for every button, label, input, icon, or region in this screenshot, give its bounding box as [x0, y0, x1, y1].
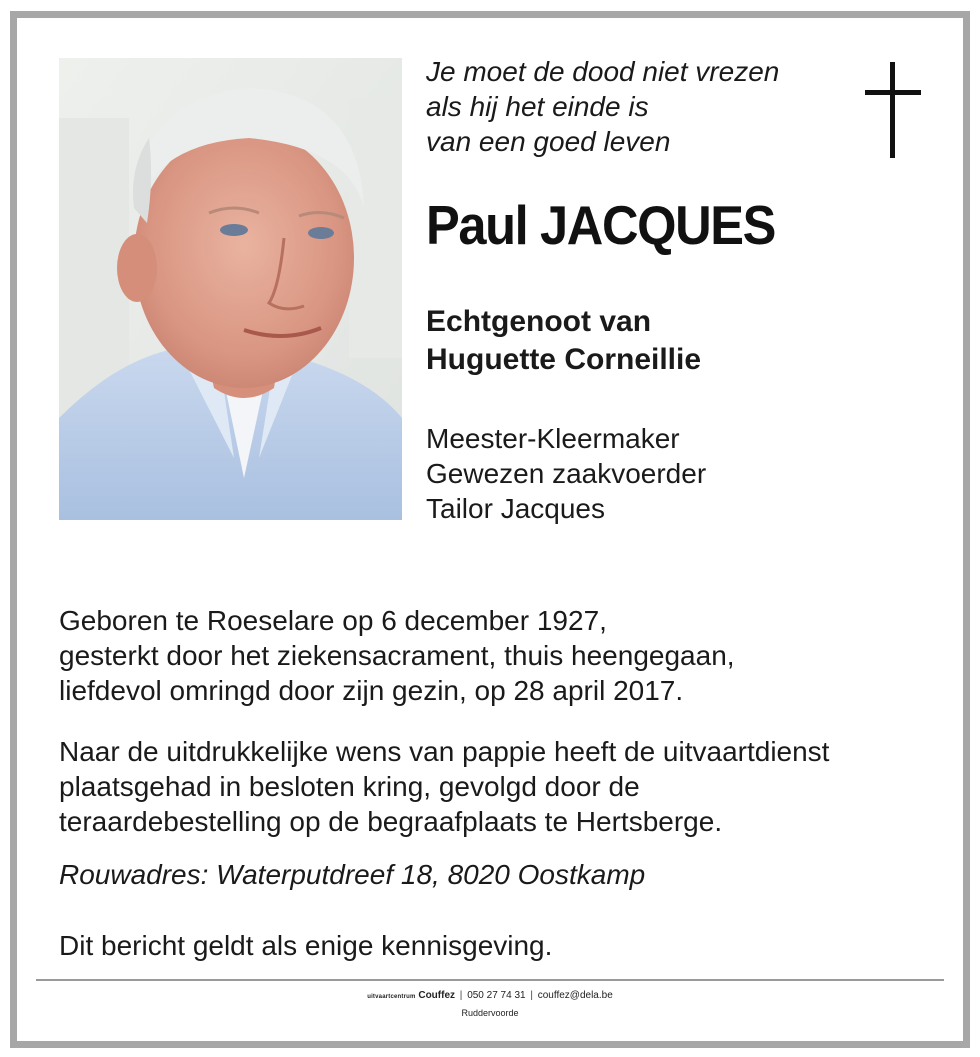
mourning-address: Rouwadres: Waterputdreef 18, 8020 Oostkamp — [59, 859, 646, 890]
footer-separator: | — [530, 990, 533, 1001]
paragraph-line: Geboren te Roeselare op 6 december 1927, — [59, 605, 607, 636]
footer-brand: Couffez — [418, 990, 456, 1001]
footer-divider — [36, 979, 944, 981]
notice-text: Dit bericht geldt als enige kennisgeving. — [59, 930, 553, 961]
paragraph-line: Naar de uitdrukkelijke wens van pappie heeft de uitvaartdienst — [59, 736, 830, 767]
cross-icon — [865, 62, 921, 158]
spouse-line: Huguette Corneillie — [426, 343, 702, 376]
quote-line: Je moet de dood niet vrezen — [426, 56, 780, 87]
spouse-info — [426, 303, 701, 379]
footer-phone[interactable]: 050 27 74 31 — [467, 990, 526, 1001]
portrait-photo — [59, 58, 402, 520]
quote-line: van een goed leven — [426, 126, 671, 157]
deceased-name: Paul JACQUES — [426, 194, 775, 256]
paragraph-line: gesterkt door het ziekensacrament, thuis heengegaan, — [59, 640, 735, 671]
profession-line: Tailor Jacques — [426, 493, 605, 524]
funeral-paragraph — [59, 734, 829, 839]
footer-town: Ruddervoorde — [461, 1008, 519, 1018]
memorial-quote — [426, 54, 846, 159]
profession-line: Gewezen zaakvoerder — [426, 458, 707, 489]
footer-separator: | — [459, 990, 463, 1001]
spouse-line: Echtgenoot van — [426, 305, 652, 338]
quote-line: als hij het einde is — [426, 91, 649, 122]
paragraph-line: liefdevol omringd door zijn gezin, op 28 april 2017. — [59, 675, 684, 706]
footer-prefix: uitvaartcentrum — [367, 994, 416, 1000]
profession-info — [426, 421, 706, 526]
paragraph-line: teraardebestelling op de begraafplaats te Hertsberge. — [59, 806, 723, 837]
profession-line: Meester-Kleermaker — [426, 423, 680, 454]
birth-death-paragraph — [59, 603, 735, 708]
funeral-home-footer — [0, 988, 980, 1021]
paragraph-line: plaatsgehad in besloten kring, gevolgd door de — [59, 771, 640, 802]
footer-email[interactable]: couffez@dela.be — [537, 990, 613, 1001]
